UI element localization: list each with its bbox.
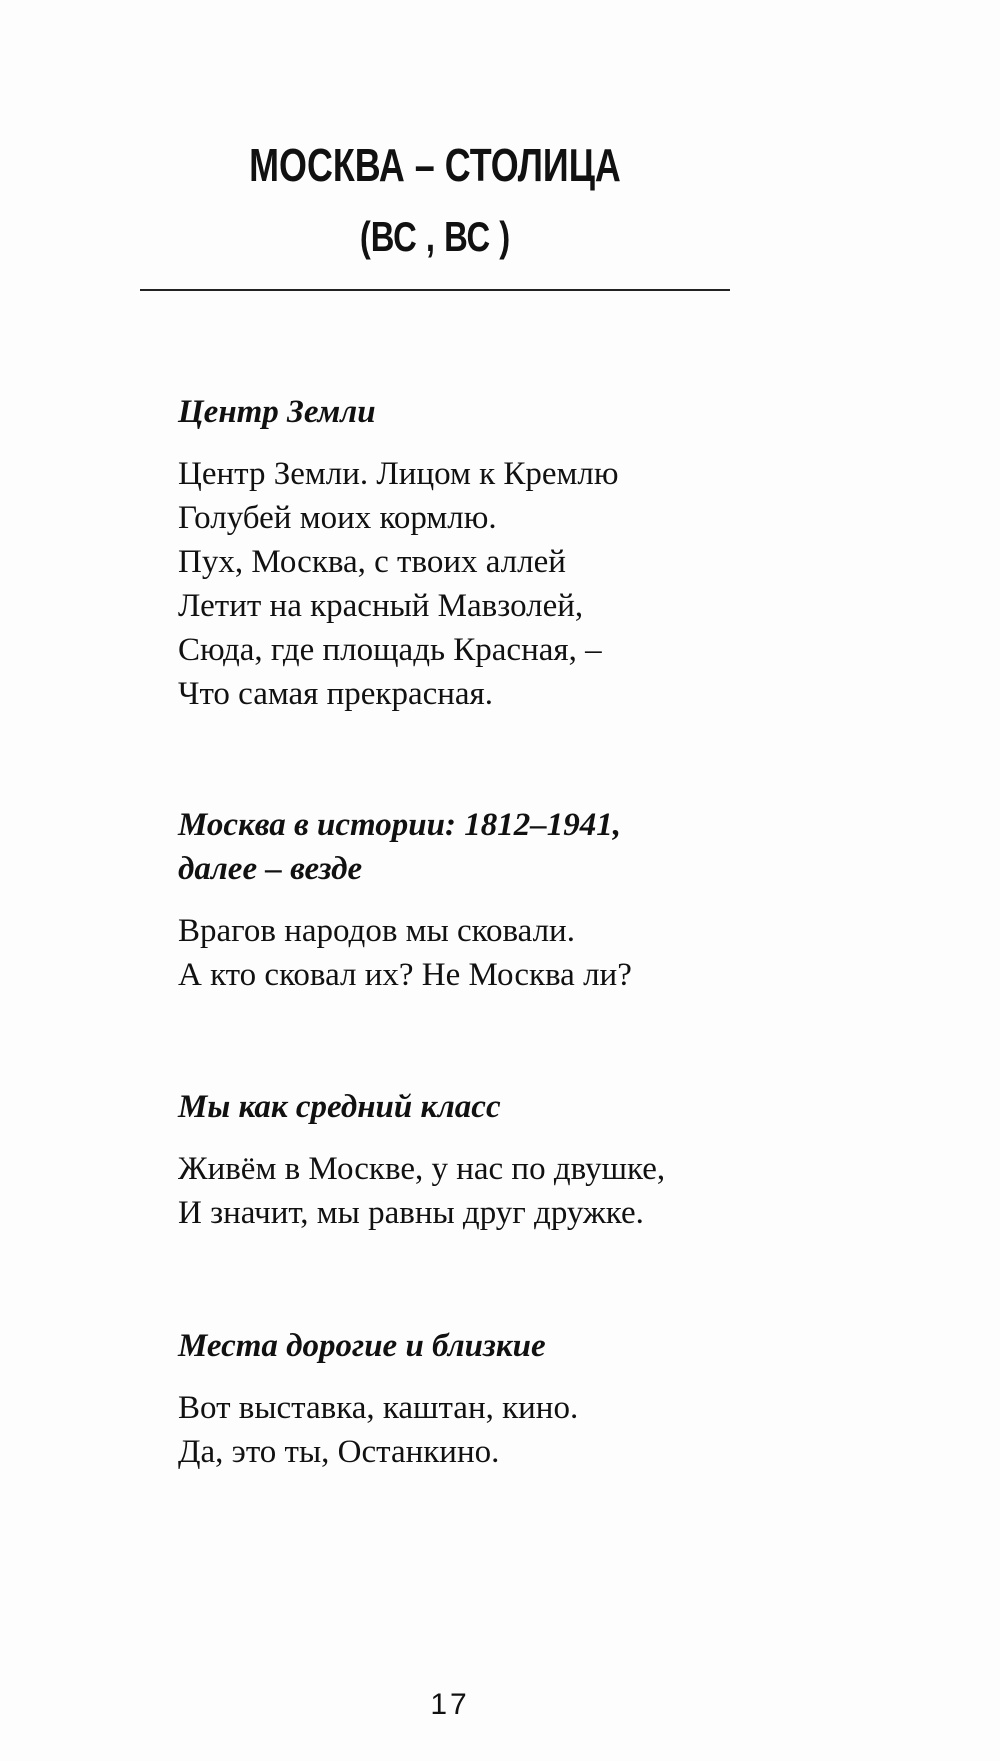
- poem-line: Голубей моих кормлю.: [178, 500, 497, 536]
- poem-line: А кто сковал их? Не Москва ли?: [178, 957, 632, 993]
- section-subtitle: (ВС , ВС ): [359, 213, 511, 260]
- poem-title-line: Москва в истории: 1812–1941,: [178, 807, 621, 843]
- poem-line: И значит, мы равны друг дружке.: [178, 1195, 644, 1231]
- poem-line: Пух, Москва, с твоих аллей: [178, 544, 566, 580]
- poem-middle-class: [178, 1085, 878, 1235]
- poem-text: [178, 452, 878, 716]
- poem-text: [178, 1386, 878, 1474]
- title-divider: [140, 289, 730, 291]
- poem-line: Что самая прекрасная.: [178, 676, 493, 712]
- poem-line: Да, это ты, Останкино.: [178, 1434, 500, 1470]
- poem-text: [178, 909, 878, 997]
- poem-line: Врагов народов мы сковали.: [178, 913, 575, 949]
- poem-title: Мы как средний класс: [178, 1089, 501, 1125]
- poem-text: [178, 1147, 878, 1235]
- poem-title: Места дорогие и близкие: [178, 1328, 546, 1364]
- poem-dear-places: [178, 1324, 878, 1474]
- poem-title-line: далее – везде: [178, 851, 363, 887]
- poem-moscow-in-history: [178, 803, 878, 997]
- page-number: 17: [430, 1688, 470, 1721]
- poem-center-of-earth: [178, 390, 878, 716]
- poem-line: Вот выставка, каштан, кино.: [178, 1390, 579, 1426]
- poem-line: Сюда, где площадь Красная, –: [178, 632, 602, 668]
- poem-title: Центр Земли: [178, 394, 376, 430]
- section-title: МОСКВА – СТОЛИЦА: [249, 139, 621, 191]
- poem-line: Центр Земли. Лицом к Кремлю: [178, 456, 619, 492]
- poem-line: Летит на красный Мавзолей,: [178, 588, 584, 624]
- poem-line: Живём в Москве, у нас по двушке,: [178, 1151, 666, 1187]
- poem-title: [178, 803, 878, 891]
